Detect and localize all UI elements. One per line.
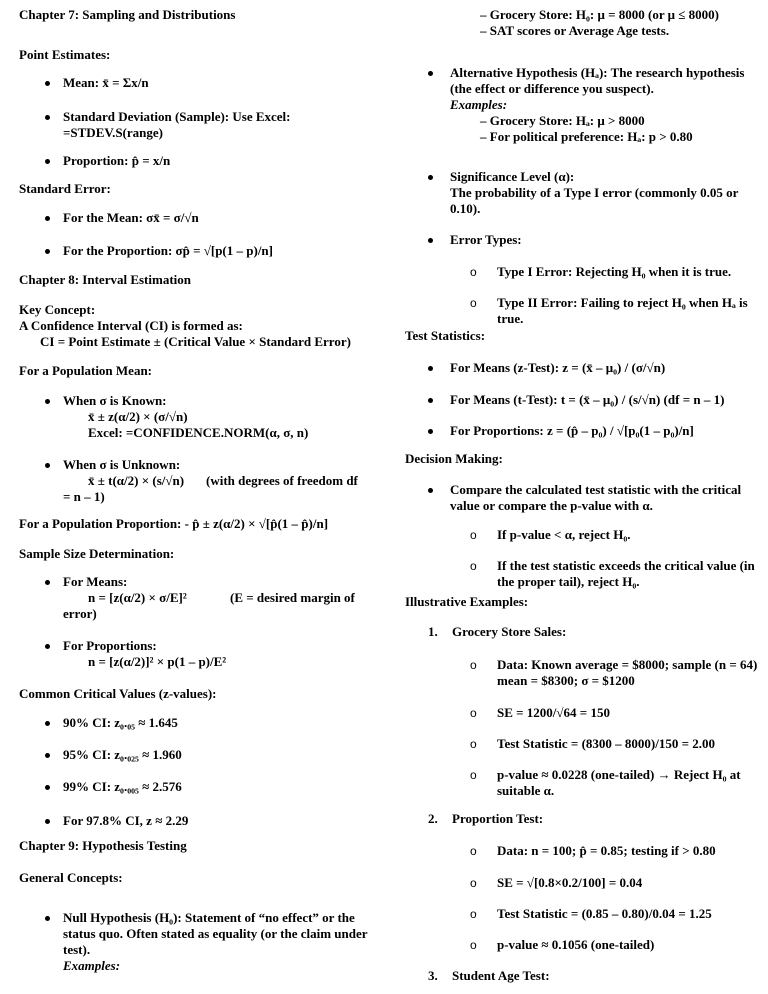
list-number: 3. — [428, 968, 438, 983]
formula: Excel: =CONFIDENCE.NORM(α, σ, n) — [88, 425, 309, 440]
list-item-cont: =STDEV.S(range) — [63, 125, 163, 140]
bullet-icon — [45, 916, 50, 921]
bullet-icon — [45, 785, 50, 790]
bullet-icon — [45, 580, 50, 585]
section-heading: Point Estimates: — [19, 47, 111, 62]
bullet-icon — [428, 366, 433, 371]
sub-list-item: Test Statistic = (8300 – 8000)/150 = 2.00 — [497, 736, 715, 751]
list-item: Error Types: — [450, 232, 522, 247]
section-heading: Test Statistics: — [405, 328, 486, 343]
sub-list-item: p-value ≈ 0.1056 (one-tailed) — [497, 937, 655, 952]
list-item-cont: value or compare the p-value with α. — [450, 498, 653, 513]
list-number: 1. — [428, 624, 438, 639]
bullet-icon — [428, 398, 433, 403]
bullet-icon — [45, 819, 50, 824]
list-item-cont: The probability of a Type I error (commonly 0.05 or — [450, 185, 739, 200]
sub-bullet-icon: o — [470, 737, 477, 751]
list-item: When σ is Unknown: — [63, 457, 181, 472]
formula: x̄ ± z(α/2) × (σ/√n) — [88, 409, 188, 424]
note: (with degrees of freedom df — [206, 473, 358, 488]
sub-bullet-icon: o — [470, 844, 477, 858]
bullet-icon — [428, 429, 433, 434]
list-item: Null Hypothesis (H₀): Statement of “no effect” or the — [63, 910, 355, 925]
section-heading: For a Population Mean: — [19, 363, 153, 378]
list-item-cont: status quo. Often stated as equality (or the claim under — [63, 926, 368, 941]
bullet-icon — [45, 249, 50, 254]
list-item: Mean: x̄ = Σx/n — [63, 75, 149, 90]
list-item: For Means: — [63, 574, 128, 589]
bullet-icon — [45, 721, 50, 726]
section-heading: Sample Size Determination: — [19, 546, 175, 561]
list-item: 99% CI: z₀.₀₀₅ ≈ 2.576 — [63, 779, 182, 794]
list-item-cont: (the effect or difference you suspect). — [450, 81, 654, 96]
bullet-icon — [428, 488, 433, 493]
section-heading: Common Critical Values (z-values): — [19, 686, 217, 701]
sub-bullet-icon: o — [470, 528, 477, 542]
list-item: Compare the calculated test statistic with the critical — [450, 482, 742, 497]
bullet-icon — [45, 159, 50, 164]
sub-bullet-icon: o — [470, 265, 477, 279]
sub-list-item: Type II Error: Failing to reject H₀ when Hₐ is — [497, 295, 748, 310]
section-heading: Illustrative Examples: — [405, 594, 529, 609]
list-number: 2. — [428, 811, 438, 826]
note: = n – 1) — [63, 489, 105, 504]
sub-list-item: Data: Known average = $8000; sample (n = 64) — [497, 657, 758, 672]
sub-list-item: p-value ≈ 0.0228 (one-tailed) → Reject H₀ at — [497, 767, 741, 782]
numbered-item: Student Age Test: — [452, 968, 550, 983]
example-line: – For political preference: Hₐ: p > 0.80 — [480, 129, 693, 144]
sub-bullet-icon: o — [470, 706, 477, 720]
list-item-cont: 0.10). — [450, 201, 481, 216]
text-line: Key Concept: — [19, 302, 96, 317]
sub-list-item-cont: the proper tail), reject H₀. — [497, 574, 640, 589]
list-item: Significance Level (α): — [450, 169, 575, 184]
note: (E = desired margin of — [230, 590, 355, 605]
note: error) — [63, 606, 97, 621]
sub-bullet-icon: o — [470, 876, 477, 890]
list-item: For the Proportion: σp̂ = √[p(1 – p)/n] — [63, 243, 273, 258]
bullet-icon — [45, 463, 50, 468]
sub-bullet-icon: o — [470, 296, 477, 310]
bullet-icon — [428, 175, 433, 180]
example-line: – Grocery Store: Hₐ: μ > 8000 — [480, 113, 645, 128]
sub-list-item: SE = √[0.8×0.2/100] = 0.04 — [497, 875, 643, 890]
formula: x̄ ± t(α/2) × (s/√n) — [88, 473, 185, 488]
sub-list-item: If the test statistic exceeds the critical value (in — [497, 558, 755, 573]
chapter-8-heading: Chapter 8: Interval Estimation — [19, 272, 192, 287]
example-line: – Grocery Store: H₀: μ = 8000 (or μ ≤ 8000) — [480, 7, 719, 22]
examples-label: Examples: — [450, 97, 508, 112]
list-item: 95% CI: z₀.₀₂₅ ≈ 1.960 — [63, 747, 182, 762]
sub-bullet-icon: o — [470, 938, 477, 952]
sub-bullet-icon: o — [470, 768, 477, 782]
list-item: 90% CI: z₀.₀₅ ≈ 1.645 — [63, 715, 178, 730]
section-heading: Decision Making: — [405, 451, 503, 466]
section-heading: Standard Error: — [19, 181, 111, 196]
list-item: For Proportions: z = (p̂ – p₀) / √[p₀(1 – p₀)/n] — [450, 423, 694, 438]
section-heading: General Concepts: — [19, 870, 123, 885]
list-item: When σ is Known: — [63, 393, 167, 408]
sub-bullet-icon: o — [470, 559, 477, 573]
text-line: A Confidence Interval (CI) is formed as: — [19, 318, 243, 333]
bullet-icon — [45, 644, 50, 649]
list-item-cont: test). — [63, 942, 91, 957]
sub-bullet-icon: o — [470, 907, 477, 921]
sub-bullet-icon: o — [470, 658, 477, 672]
list-item: For Proportions: — [63, 638, 157, 653]
chapter-7-heading: Chapter 7: Sampling and Distributions — [19, 7, 236, 22]
bullet-icon — [45, 399, 50, 404]
formula: n = [z(α/2) × σ/E]² — [88, 590, 187, 605]
list-item: For the Mean: σx̄ = σ/√n — [63, 210, 199, 225]
numbered-item: Proportion Test: — [452, 811, 544, 826]
chapter-9-heading: Chapter 9: Hypothesis Testing — [19, 838, 187, 853]
numbered-item: Grocery Store Sales: — [452, 624, 567, 639]
sub-list-item: Data: n = 100; p̂ = 0.85; testing if > 0.80 — [497, 843, 716, 858]
text-line: For a Population Proportion: - p̂ ± z(α/2) × √[p̂(1 – p̂)/n] — [19, 516, 329, 531]
list-item: Proportion: p̂ = x/n — [63, 153, 171, 168]
list-item: Alternative Hypothesis (Hₐ): The research hypothesis — [450, 65, 745, 80]
formula: CI = Point Estimate ± (Critical Value × Standard Error) — [40, 334, 351, 349]
list-item: For Means (t-Test): t = (x̄ – μ₀) / (s/√n) (df = n – 1) — [450, 392, 725, 407]
list-item: For Means (z-Test): z = (x̄ – μ₀) / (σ/√n) — [450, 360, 666, 375]
sub-list-item-cont: suitable α. — [497, 783, 555, 798]
bullet-icon — [45, 216, 50, 221]
formula: n = [z(α/2)]² × p(1 – p)/E² — [88, 654, 227, 669]
sub-list-item: Type I Error: Rejecting H₀ when it is true. — [497, 264, 732, 279]
sub-list-item: If p-value < α, reject H₀. — [497, 527, 631, 542]
bullet-icon — [428, 71, 433, 76]
sub-list-item: Test Statistic = (0.85 – 0.80)/0.04 = 1.25 — [497, 906, 712, 921]
sub-list-item: SE = 1200/√64 = 150 — [497, 705, 610, 720]
example-line: – SAT scores or Average Age tests. — [480, 23, 670, 38]
list-item: For 97.8% CI, z ≈ 2.29 — [63, 813, 189, 828]
sub-list-item-cont: mean = $8300; σ = $1200 — [497, 673, 635, 688]
bullet-icon — [45, 115, 50, 120]
sub-list-item-cont: true. — [497, 311, 524, 326]
examples-label: Examples: — [63, 958, 121, 973]
bullet-icon — [45, 81, 50, 86]
bullet-icon — [45, 753, 50, 758]
bullet-icon — [428, 238, 433, 243]
list-item: Standard Deviation (Sample): Use Excel: — [63, 109, 291, 124]
